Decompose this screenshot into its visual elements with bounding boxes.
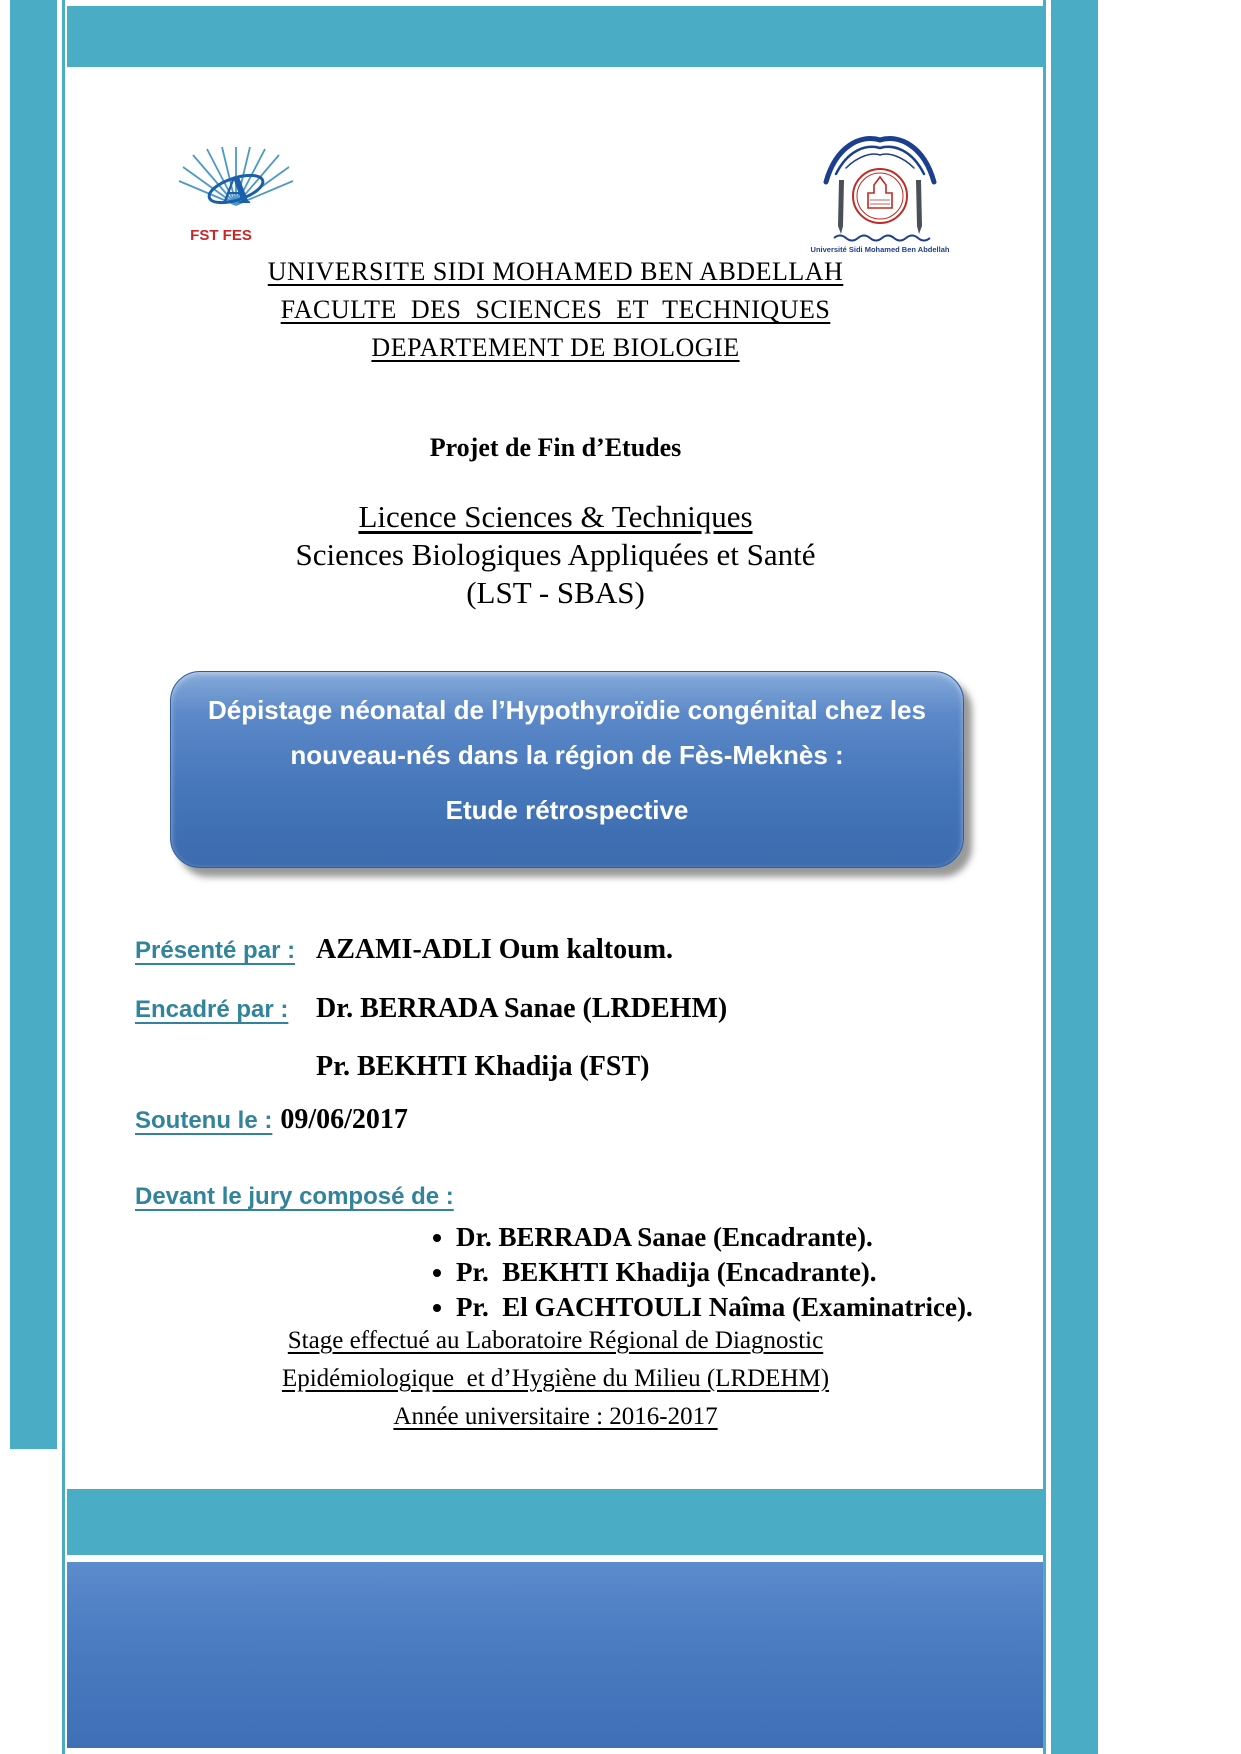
right-border-bar: [1051, 0, 1098, 1754]
degree-abbreviation: (LST - SBAS): [466, 575, 645, 610]
presented-by-row: [135, 934, 673, 966]
defended-on-label: Soutenu le :: [135, 1107, 273, 1134]
fst-logo-graphic: [175, 147, 297, 245]
degree-block: [68, 498, 1043, 612]
thesis-title-line1: Dépistage néonatal de l’Hypothyroïdie congénital chez les: [207, 695, 927, 725]
bottom-border-bar: [67, 1489, 1043, 1555]
degree-specialty: Sciences Biologiques Appliquées et Santé: [295, 537, 816, 572]
supervisor-2-value: Pr. BEKHTI Khadija (FST): [316, 1051, 650, 1082]
presented-by-value: AZAMI-ADLI Oum kaltoum.: [316, 934, 674, 965]
top-border-bar: [67, 6, 1043, 67]
defended-on-date: 09/06/2017: [280, 1104, 408, 1135]
thesis-title-box: [170, 671, 964, 868]
jury-list: [422, 1220, 973, 1325]
supervisor-1-value: Dr. BERRADA Sanae (LRDEHM): [316, 993, 728, 1024]
jury-member: • Pr. El GACHTOULI Naîma (Examinatrice).: [456, 1290, 973, 1325]
jury-heading-label: Devant le jury composé de :: [135, 1183, 454, 1210]
left-thin-rule: [62, 0, 65, 1754]
jury-member: • Dr. BERRADA Sanae (Encadrante).: [456, 1220, 973, 1255]
project-type-title: Projet de Fin d’Etudes: [429, 433, 682, 462]
university-seal-logo: [806, 130, 954, 258]
seal-pen-icon: [838, 180, 922, 234]
bottom-blue-block: [67, 1562, 1043, 1748]
university-seal-graphic: [806, 130, 954, 258]
faculty-name: FACULTE DES SCIENCES ET TECHNIQUES: [280, 295, 831, 324]
seal-caption: Université Sidi Mohamed Ben Abdellah: [810, 245, 950, 254]
seal-red-emblem: [853, 169, 907, 223]
thesis-title-line3: Etude rétrospective: [445, 795, 689, 825]
academic-year: Année universitaire : 2016-2017: [393, 1403, 718, 1430]
internship-line-2: Epidémiologique et d’Hygiène du Milieu (LRDEHM): [281, 1365, 830, 1392]
supervised-by-row: [135, 993, 727, 1025]
degree-program: Licence Sciences & Techniques: [358, 499, 753, 534]
internship-line-1: Stage effectué au Laboratoire Régional de Diagnostic: [287, 1327, 824, 1354]
defended-on-row: [135, 1104, 408, 1136]
institution-header: [68, 253, 1043, 367]
presented-by-label: Présenté par :: [135, 937, 296, 964]
jury-heading: [135, 1181, 454, 1211]
supervised-by-label: Encadré par :: [135, 996, 289, 1023]
department-name: DEPARTEMENT DE BIOLOGIE: [371, 333, 740, 362]
internship-footer: [68, 1322, 1043, 1436]
fst-logo-letter: A: [221, 167, 251, 212]
left-border-bar: [10, 0, 57, 1449]
supervisor-2-row: [316, 1051, 649, 1083]
university-name: UNIVERSITE SIDI MOHAMED BEN ABDELLAH: [267, 257, 844, 286]
fst-logo: [175, 147, 297, 245]
fst-logo-label: FST FES: [190, 227, 252, 244]
right-thin-rule: [1043, 0, 1046, 1754]
seal-calligraphy-arc: [826, 139, 934, 182]
seal-arabic-script-line: [834, 236, 930, 241]
thesis-title-line2: nouveau-nés dans la région de Fès-Meknès :: [290, 740, 844, 770]
jury-member: • Pr. BEKHTI Khadija (Encadrante).: [456, 1255, 973, 1290]
